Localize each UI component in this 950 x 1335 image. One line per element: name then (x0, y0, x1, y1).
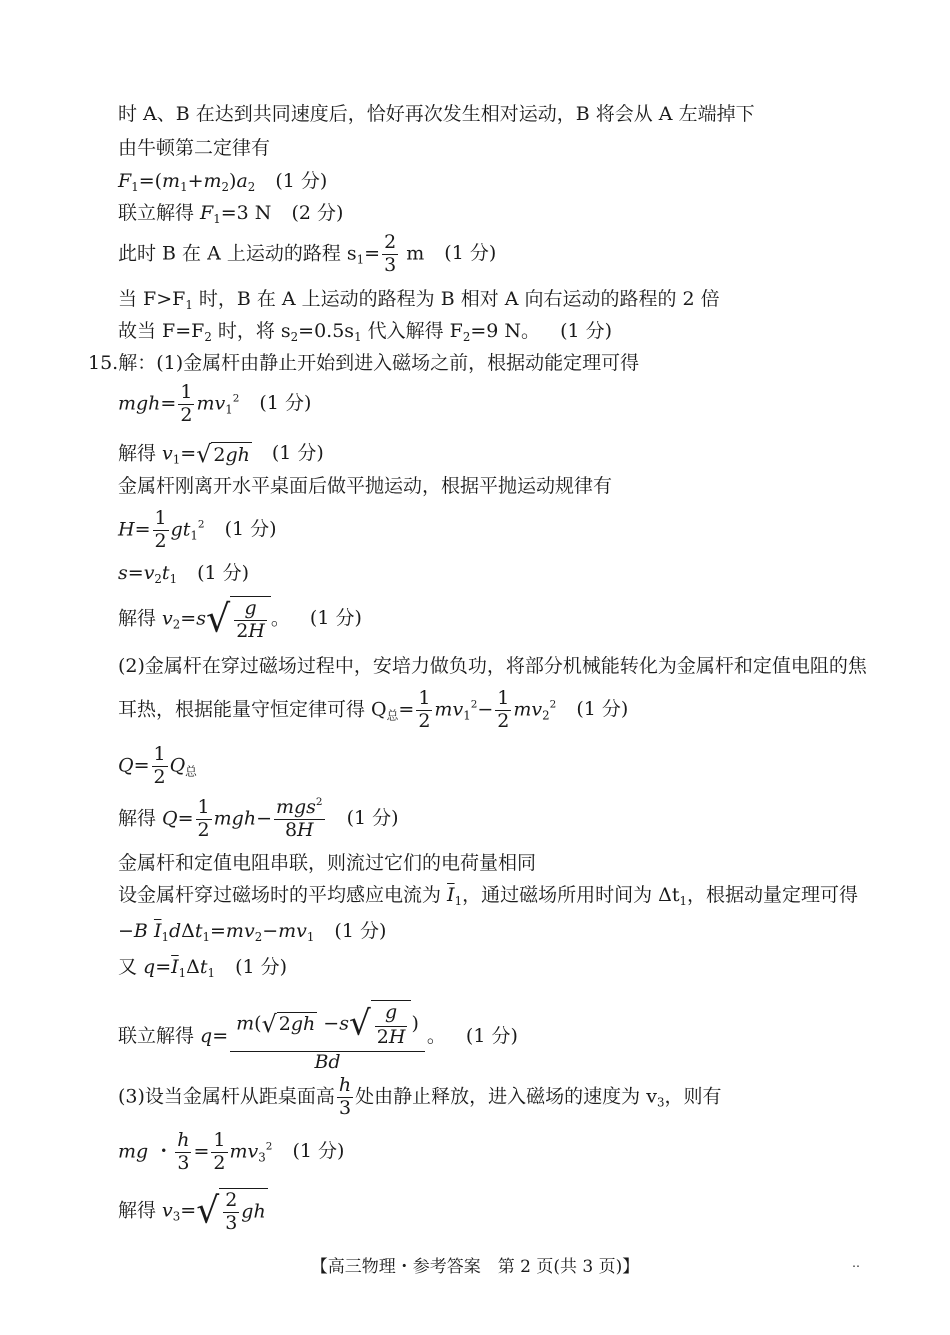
corner-mark: ‥ (852, 1256, 861, 1270)
equation-f1-value: 联立解得 $F_1=3$ N (2 分) (118, 202, 344, 227)
equation-h: H= $\frac{1}{2}$ $gt_1^2$ (1 分) (118, 507, 277, 552)
equation-v1: 解得 $v_1=√$ 2gh (1 分) (118, 440, 324, 468)
square-root: √ 2gh (196, 440, 250, 468)
score: (1 分) (334, 920, 387, 942)
score: (1 分) (444, 242, 497, 265)
text-part-3: (3)设当金属杆从距桌面高 $\frac{h}{3}$ 处由静止释放，进入磁场的速度为 $v_3$，则有 (118, 1074, 722, 1119)
equation-charge: 又 $q=\overline{I}_1\Delta t_1$ (1 分) (118, 956, 288, 981)
fraction: $\frac{mgs^2}{8H}$ (275, 796, 323, 841)
page-footer: 【高三物理・参考答案 第 2 页(共 3 页)】 (310, 1257, 640, 1277)
fraction: $\frac{1}{2}$ (180, 381, 193, 426)
score: (1 分) (224, 518, 277, 541)
text-line-1: 时 A、B 在达到共同速度后，恰好再次发生相对运动，B 将会从 A 左端掉下 (118, 103, 755, 125)
equation-q-total: 耳热，根据能量守恒定律可得 $Q_总=$ $\frac{1}{2}$ $mv_1^2-$ $\frac{1}{2}$ $mv_2^2$ (1 分) (118, 687, 629, 732)
equation-v3: 解得 $v_3=√$ $\frac{2}{3}$ gh (118, 1189, 266, 1234)
equation-q-half: Q= $\frac{1}{2}$ $Q_总$ (118, 743, 197, 788)
fraction: $\frac{1}{2}$ (497, 687, 510, 732)
fraction: $\frac{h}{3}$ (177, 1129, 190, 1174)
text-line-7: 故当 $F=F_2$ 时，将 $s_2=0.5s_1$ 代入解得 $F_2=9$ N。 (1 分) (118, 320, 613, 345)
fraction: $\frac{h}{3}$ (338, 1074, 352, 1119)
score: (1 分) (292, 1140, 345, 1163)
fraction: $\frac{1}{2}$ (418, 687, 431, 732)
question-15-heading: 15.解：(1)金属杆由静止开始到进入磁场之前，根据动能定理可得 (88, 352, 640, 374)
fraction: $\frac{1}{2}$ (154, 507, 167, 552)
score: (1 分) (576, 698, 629, 721)
fraction: m(√ 2gh −s√ $\frac{g}{2H}$ ) Bd (230, 1000, 425, 1074)
equation-s: $s=v_2t_1$ (1 分) (118, 562, 250, 587)
fraction: $\frac{2}{3}$ (384, 231, 397, 276)
score: (1 分) (271, 442, 324, 465)
fraction: $\frac{1}{2}$ (197, 796, 210, 841)
equation-v2: 解得 $v_2=s√$ $\frac{g}{2H}$ 。 (1 分) (118, 596, 362, 642)
text-line-6: 当 $F>F_1$ 时，B 在 A 上运动的路程为 B 相对 A 向右运动的路程的 2 倍 (118, 288, 720, 313)
score: (2 分) (291, 202, 344, 224)
equation-f1: $F_1=(m_1+m_2)a_2$ (1 分) (118, 170, 328, 195)
score: (1 分) (275, 170, 328, 192)
text-projectile: 金属杆刚离开水平桌面后做平抛运动，根据平抛运动规律有 (118, 475, 613, 497)
fraction: $\frac{1}{2}$ (213, 1129, 226, 1174)
score: (1 分) (197, 562, 250, 584)
score: (1 分) (346, 807, 399, 830)
equation-energy-3: mg ・ $\frac{h}{3}$ = $\frac{1}{2}$ $mv_3^2$ (1 分) (118, 1129, 345, 1174)
square-root: √ $\frac{g}{2H}$ (206, 596, 271, 643)
score: (1 分) (560, 320, 613, 342)
fraction: $\frac{1}{2}$ (153, 743, 166, 788)
text-average-current: 设金属杆穿过磁场时的平均感应电流为 $\overline{I}_1$，通过磁场所用时间为 $\Delta t_1$，根据动量定理可得 (118, 884, 858, 909)
text-line-2: 由牛顿第二定律有 (118, 137, 271, 159)
equation-energy: mgh= $\frac{1}{2}$ $mv_1^2$ (1 分) (118, 381, 312, 426)
equation-q-result: 解得 Q= $\frac{1}{2}$ mgh− $\frac{mgs^2}{8H}$ (1 分) (118, 796, 399, 841)
score: (1 分) (465, 1024, 518, 1047)
equation-momentum: −B $\overline{I}_1d\Delta t_1=mv_2-mv_1$ (1 分) (118, 920, 387, 945)
score: (1 分) (309, 607, 362, 630)
equation-s1: 此时 B 在 A 上运动的路程 $s_1=$ $\frac{2}{3}$ m (1 分) (118, 231, 497, 276)
score: (1 分) (259, 392, 312, 415)
text-series: 金属杆和定值电阻串联，则流过它们的电荷量相同 (118, 852, 537, 874)
score: (1 分) (235, 956, 288, 978)
text-part-2a: (2)金属杆在穿过磁场过程中，安培力做负功，将部分机械能转化为金属杆和定值电阻的焦 (118, 655, 867, 677)
square-root: √ $\frac{2}{3}$ gh (196, 1189, 266, 1234)
equation-q-value: 联立解得 q= m(√ 2gh −s√ $\frac{g}{2H}$ ) Bd 。 (1 分) (118, 1001, 518, 1073)
